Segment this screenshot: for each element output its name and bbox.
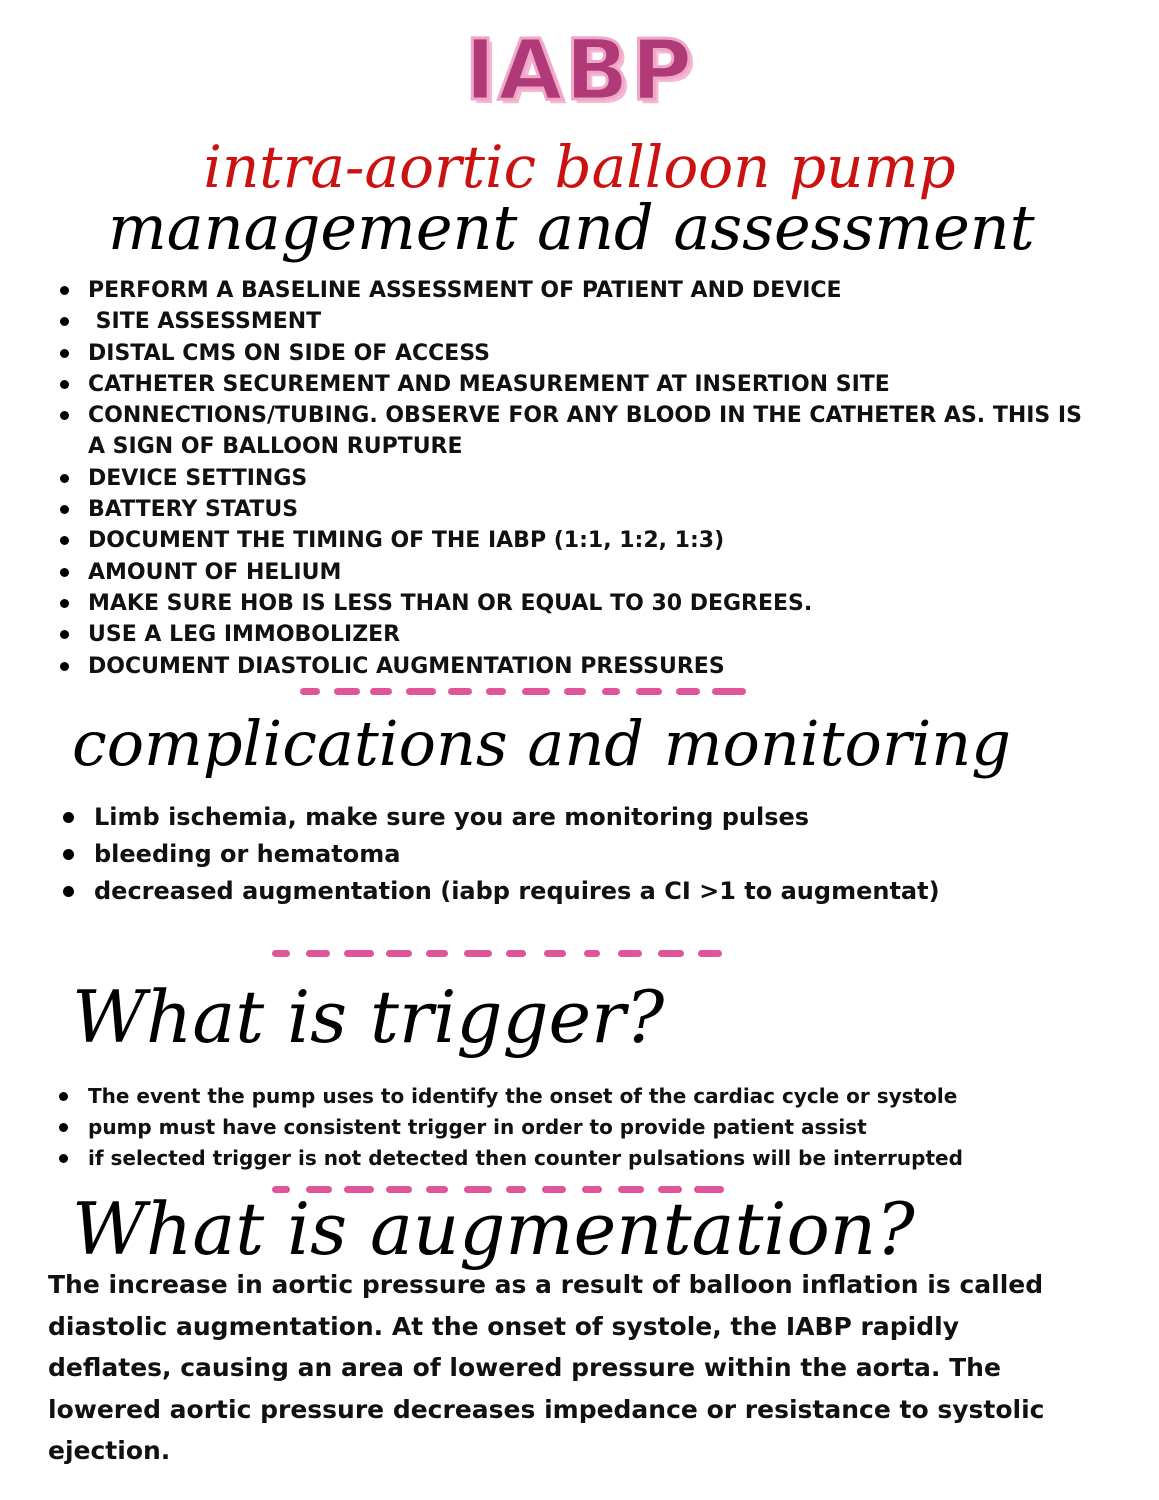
page-subtitle: intra-aortic balloon pump (203, 133, 956, 201)
list-item: AMOUNT OF HELIUM (58, 557, 1098, 588)
complications-list (60, 799, 1100, 910)
list-item: bleeding or hematoma (60, 836, 1100, 873)
list-item: The event the pump uses to identify the onset of the cardiac cycle or systole (56, 1081, 1116, 1112)
bullet-icon (60, 349, 69, 358)
bullet-icon (60, 536, 69, 545)
bullet-icon (63, 849, 74, 860)
bullet-icon (60, 568, 69, 577)
trigger-heading: What is trigger? (72, 975, 665, 1059)
bullet-icon (60, 599, 69, 608)
bullet-icon (60, 286, 69, 295)
divider-1 (300, 688, 746, 695)
list-item: MAKE SURE HOB IS LESS THAN OR EQUAL TO 30 DEGREES. (58, 588, 1098, 619)
list-item: BATTERY STATUS (58, 494, 1098, 525)
bullet-icon (63, 812, 74, 823)
augmentation-heading: What is augmentation? (72, 1187, 915, 1271)
list-item: pump must have consistent trigger in order to provide patient assist (56, 1112, 1116, 1143)
divider-2 (272, 950, 722, 957)
page-title: IABP (464, 21, 695, 119)
bullet-icon (60, 505, 69, 514)
bullet-icon (59, 1154, 68, 1163)
list-item: PERFORM A BASELINE ASSESSMENT OF PATIENT AND DEVICE (58, 275, 1098, 306)
bullet-icon (60, 380, 69, 389)
list-item: if selected trigger is not detected then counter pulsations will be interrupted (56, 1143, 1116, 1174)
list-item: CATHETER SECUREMENT AND MEASUREMENT AT INSERTION SITE (58, 369, 1098, 400)
bullet-icon (60, 474, 69, 483)
bullet-icon (59, 1123, 68, 1132)
trigger-list (56, 1081, 1116, 1174)
list-item: decreased augmentation (iabp requires a CI >1 to augmentat) (60, 873, 1100, 910)
list-item: DOCUMENT THE TIMING OF THE IABP (1:1, 1:2, 1:3) (58, 525, 1098, 556)
bullet-icon (60, 630, 69, 639)
list-item: Limb ischemia, make sure you are monitoring pulses (60, 799, 1100, 836)
bullet-icon (59, 1092, 68, 1101)
augmentation-body: The increase in aortic pressure as a result of balloon inflation is called diastolic augmentation. At the onset of systole, the IABP rapidly deflates, causing an area of lowered pressure within the aorta. The lowered aortic pressure decreases impedance or resistance to systolic ejection. (48, 1270, 1045, 1465)
management-heading: management and assessment (108, 191, 1035, 264)
list-item: SITE ASSESSMENT (58, 306, 1098, 337)
complications-heading: complications and monitoring (72, 707, 1011, 780)
bullet-icon (60, 411, 69, 420)
bullet-icon (60, 317, 69, 326)
list-item: DISTAL CMS ON SIDE OF ACCESS (58, 338, 1098, 369)
bullet-icon (60, 662, 69, 671)
bullet-icon (63, 886, 74, 897)
management-list (58, 275, 1098, 682)
list-item: USE A LEG IMMOBOLIZER (58, 619, 1098, 650)
list-item: CONNECTIONS/TUBING. OBSERVE FOR ANY BLOOD IN THE CATHETER AS. THIS IS A SIGN OF BALLOON RUPTURE (58, 400, 1098, 463)
list-item: DOCUMENT DIASTOLIC AUGMENTATION PRESSURES (58, 651, 1098, 682)
list-item: DEVICE SETTINGS (58, 463, 1098, 494)
